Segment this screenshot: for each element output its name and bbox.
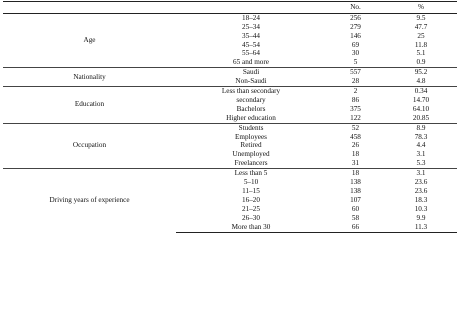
category-cell: Less than 5 [176, 169, 326, 178]
table-row [3, 169, 457, 178]
category-cell: Higher education [226, 113, 276, 122]
header-pct-cell: % [385, 2, 457, 14]
category-cell: Retired [240, 141, 262, 150]
count-cell: 107 [350, 195, 361, 204]
count-cell: 138 [350, 178, 361, 187]
category-cell: Students [176, 123, 326, 132]
section-label-cell: Nationality [3, 68, 176, 87]
category-cell: Freelancers [234, 159, 268, 168]
percent-cell: 10.3 [414, 204, 428, 213]
percent-cell: 9.9 [416, 213, 426, 222]
percent-cell: 11.8 [414, 40, 428, 49]
category-cell: Unemployed [232, 150, 270, 159]
percent-cell: 8.9 [385, 123, 457, 132]
category-cell: 25–34 [242, 22, 260, 31]
percent-cell: 4.8 [416, 77, 426, 86]
percent-cell: 0.34 [385, 87, 457, 96]
count-cell: 458 [350, 132, 361, 141]
count-cell: 146 [350, 31, 361, 40]
category-cell: 16–20 [242, 195, 260, 204]
percent-cell: 3.1 [385, 169, 457, 178]
count-cell: 122 [350, 113, 361, 122]
table-row [3, 87, 457, 96]
category-cell: Bachelors [236, 104, 266, 113]
percent-cell: 3.1 [416, 150, 426, 159]
count-cell: 5 [353, 58, 358, 67]
table-row [3, 13, 457, 22]
percent-cell: 14.70 [412, 95, 430, 104]
section-label-cell: Age [83, 36, 96, 45]
percent-cell: 20.85 [412, 113, 430, 122]
count-cell: 66 [326, 223, 385, 232]
count-cell: 138 [350, 187, 361, 196]
count-cell: 86 [351, 95, 360, 104]
category-cell: More than 30 [176, 223, 326, 232]
count-cell: 375 [350, 104, 361, 113]
count-cell: 28 [351, 77, 360, 86]
category-cell: Less than secondary [176, 87, 326, 96]
count-cell: 18 [326, 169, 385, 178]
count-cell: 58 [351, 213, 360, 222]
percent-cell: 23.6 [414, 178, 428, 187]
percent-cell: 5.3 [416, 159, 426, 168]
header-category-cell [176, 2, 326, 14]
category-cell: 26–30 [242, 213, 260, 222]
category-cell: 11–15 [242, 187, 260, 196]
category-cell: Employees [235, 132, 267, 141]
percent-cell: 18.3 [414, 195, 428, 204]
percent-cell: 0.9 [416, 58, 426, 67]
table-row [3, 68, 457, 77]
count-cell: 30 [351, 49, 360, 58]
category-cell: Non-Saudi [235, 77, 267, 86]
category-cell: 35–44 [242, 31, 260, 40]
category-cell: secondary [236, 95, 266, 104]
count-cell: 557 [326, 68, 385, 77]
count-cell: 18 [351, 150, 360, 159]
percent-cell: 47.7 [414, 22, 428, 31]
header-no-cell: No. [326, 2, 385, 14]
count-cell: 279 [350, 22, 361, 31]
header-row [3, 2, 457, 14]
section-label-cell: Driving years of experience [3, 169, 176, 232]
percent-cell: 9.5 [416, 13, 426, 22]
count-cell: 52 [326, 123, 385, 132]
table-body [3, 13, 457, 232]
category-cell: 21–25 [242, 204, 260, 213]
percent-cell: 11.3 [385, 223, 457, 232]
category-cell: 18–24 [242, 13, 260, 22]
percent-cell: 5.1 [416, 49, 426, 58]
category-cell: 5–10 [243, 178, 259, 187]
demographics-table [3, 1, 457, 233]
section-label-cell: Occupation [3, 123, 176, 169]
table-header [3, 2, 457, 14]
count-cell: 256 [350, 13, 361, 22]
category-cell: Saudi [176, 68, 326, 77]
count-cell: 69 [351, 40, 360, 49]
category-cell: 65 and more [233, 58, 269, 67]
percent-cell: 95.2 [385, 68, 457, 77]
count-cell: 2 [326, 87, 385, 96]
category-cell: 45–54 [242, 40, 260, 49]
percent-cell: 78.3 [414, 132, 428, 141]
percent-cell: 23.6 [414, 187, 428, 196]
table-row [3, 123, 457, 132]
header-group-cell [3, 2, 176, 14]
percent-cell: 4.4 [416, 141, 426, 150]
count-cell: 31 [351, 159, 360, 168]
count-cell: 60 [351, 204, 360, 213]
percent-cell: 25 [417, 31, 425, 40]
count-cell: 26 [351, 141, 360, 150]
percent-cell: 64.10 [412, 104, 430, 113]
category-cell: 55–64 [242, 49, 260, 58]
section-label-cell: Education [3, 87, 176, 124]
